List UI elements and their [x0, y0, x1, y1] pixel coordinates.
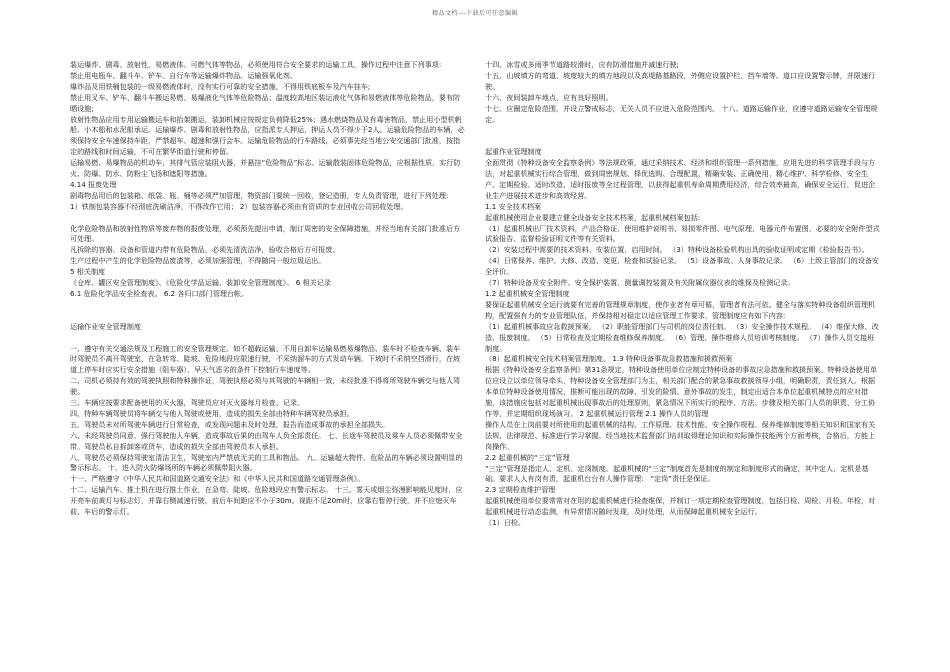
paragraph: 运输作业安全管理制度: [70, 321, 141, 331]
paragraph: 4.14 报废处理: [70, 179, 117, 189]
paragraph: 五、驾驶员未对所驾驶车辆进行日常检查，或发现问题未及时处理，报告而造成事故的承担全部损失。: [70, 419, 390, 429]
paragraph: 生产过程中产生的化学危险物品废渣等，必须加强管理，不得随同一般垃圾运出。: [70, 256, 326, 266]
paragraph: 十二、运输汽车、推土机在进行推土作业，在急弯、陡坡、危险地段应有警示标志。 十三、雾天或烟尘弥漫影响能见度时，应开亮车前黄灯与标志灯，并靠右侧减速行驶，前后车间距应不小于30m。视距不足20m时，应靠右暂停行驶，并不应熄灭车前、车后的警示灯。: [70, 485, 463, 517]
paragraph: 放射性物品应用专用运输搬运车和抬架搬运，装卸机械应按规定负荷降低25%；遇水燃烧物品及有毒害物品，禁止用小型机帆船、小木船和水泥船承运。运输爆炸、剧毒和放射性物品，应指派专人押运，押运人员不得少于2人。运输危险物品的车辆，必须保持安全车速保持车距，严禁超车、超速和强行会车。运输危险物品的行车路线，必须事先经当地公安交通部门批准，按指定的路线和时间运输，不可在繁华街道行驶和停留。: [70, 114, 465, 157]
paragraph: 十一、严格遵守《中华人民共和国道路交通安全法》和《中华人民共和国道路交通管理条例》。: [70, 474, 365, 484]
paragraph: （8）起重机械安全技术档案管理制度。 1.3 特种设备事故急救措施和援救预案: [485, 354, 733, 364]
paragraph: 爆炸品及用铁桶包装的一级易燃液体时，没有实行可靠的安全措施，不得用铁底板车及汽车挂车;: [70, 81, 371, 91]
page-header: 精品文档---下载后可任意编辑: [432, 10, 518, 17]
paragraph: 6.1 危险化学品安全检查表。 6.2 各归口部门管理台帐。: [70, 289, 249, 299]
paragraph: 要保证起重机械安全运行就要有完善的管理规章制度，使作业者有章可循，管理者有法可依。健全与落实特种设备组织管理机构，配置强有力的专业管理队伍，并保持相对稳定以适应管理工作要求，管理制度应有如下内容:: [485, 299, 876, 320]
paragraph: 十五、山坡填方的弯道、坡度较大的填方地段以及高堤路基路段，外侧应设置护栏、挡车墙等。道口应设置警示牌，并限速行驶。: [485, 70, 876, 91]
paragraph: 2.2 起重机械的“三定”管理: [485, 452, 570, 462]
paragraph: 全面贯彻《特种设备安全监察条例》等法规政策，通过采纳技术、经济和组织管理一系列措施，应用先进的科学管理手段与方法，对起重机械实行综合管理，做到周密规划、择优选购、合理配置、精确安装、正确使用、精心维护、科学检修、安全生产、定期检验、适时改造、适时报废等全过程管理，以获得起重机寿命周期费用经济，综合效率最高，确保安全运行，促进企业生产进展技术进步和高效经营。: [485, 158, 876, 200]
paragraph: 5 相关制度: [70, 267, 106, 277]
paragraph: 六、未经驾驶员同意，强行驾驶他人车辆，造成事故后果的由驾车人负全部责任。 七、长途车驾驶员及乘车人员必须佩带安全带。驾驶员私自拆卸客或货车，造成的损失全部由驾驶员本人承担。: [70, 430, 463, 451]
paragraph: 八、驾驶员必须保持驾驶室清洁卫生，驾驶室内严禁放无关的工具和物品。 九、运输超大物件、危险品的车辆必须设置明显的警示标志。 十、进入防火防爆场所的车辆必须佩带阻火器。: [70, 452, 463, 473]
paragraph: （1）起重机械出厂技术资料，产品合格证、使用维护说明书、易损零件图、电气原理、电器元件布置图、必要的安全附件型式试验报告、监督检验证明文件等有关资料。: [485, 223, 880, 244]
paragraph: “三定”管理是指定人、定机、定岗制度。起重机械的“三定”制度首先是制度的制定和制度形式的确定，其中定人、定机是基础。要求人人有岗有责，起重机台台有人操作管理： “定岗”责任是保证。: [485, 463, 869, 484]
paragraph: 剧毒物品用后的包装箱、纸袋、瓶、桶等必须严加管理，物资部门要统一回收，登记造册，专人负责管理，进行下列处理:: [70, 190, 449, 200]
paragraph: （2）安装过程中需要的技术资料，安装位置，启用时间。 （3）特种设备检验机构出具的验收证明或定期《检验报告书》。 （4）日常保养、维护、大修、改造、变更、检查和试验记录。 （5）设备事故、人身事故记录。 （6）上级主管部门的设备安全评价。: [485, 245, 880, 277]
paragraph: 十四、冰雪或多雨季节道路较滑时，应有防滑措施并减速行驶;: [485, 60, 679, 69]
paragraph: 运输易燃、易爆物品的机动车，其排气管应装阻火器，并悬挂“危险物品”标志。运输散装固体危险物品，应根据性质，实行防火、防爆、防水、防粉尘飞扬和遮阳等措施。: [70, 158, 461, 179]
paragraph: 化学危险物品和放射性物质等废弃物的报废处理，必须预先提出申请，制订周密的安全保障措施，并经当地有关部门批准后方可处理。: [70, 223, 461, 244]
paragraph: 1）铁制包装容器不经彻底洗刷洁净，不得改作它用； 2）包装容器必须由有资质的专业回收公司回收处理。: [70, 201, 408, 211]
paragraph: 三、车辆应按要求配备使用的灭火器，驾驶员应对灭火器每月检查、记录。: [70, 398, 305, 408]
paragraph: 1.1 安全技术档案: [485, 201, 542, 211]
paragraph: 装运爆炸、剧毒、放射性、易燃液体、可燃气体等物品，必须使用符合安全要求的运输工具，操作过程中注意下列事项:: [70, 60, 442, 69]
paragraph: 2.3 定期检查维护管理: [485, 485, 556, 495]
paragraph: 起重作业管理制度: [485, 147, 542, 157]
paragraph: （1）日检。: [485, 518, 525, 528]
paragraph: 禁止用叉车、铲车、翻斗车搬运易燃、易爆液化气体等危险物品；温度较高地区装运液化气体和易燃液体等危险物品，要有防晒设施;: [70, 92, 461, 113]
paragraph: 二、司机必须持有效的驾驶执照和特种操作证，驾驶执照必须与其驾驶的车辆相一致，未经批准不得将所驾驶车辆交与他人驾驶。: [70, 376, 461, 397]
paragraph: 《仓库、罐区安全管理制度》、《危险化学品运输、装卸安全管理制度》。 6 相关记录: [70, 278, 331, 288]
paragraph: 操作人员在上岗前要对所使用的起重机械的结构、工作原理、技术性能、安全操作规程、保养维修制度等相关知识和国家有关法规、法律规范、标准进行学习掌握。经当地技术监督部门培训取得理论知识和实际操作技能两个方面考核，合格后，方能上岗操作。: [485, 419, 876, 451]
paragraph: 根据《特种设备安全监察条例》第31条规定，特种设备使用单位应制定特种设备的事故应急措施和救援预案。特种设备使用单位应设立以单位领导牵头，特种设备安全管理部门为主，相关部门配合的紧急事故救援领导小组，明确职责，责任到人。根据本单位特种设备使用情况，推断可能出现的故障、引发的险情、意外事故的发生，制定出适合本单位起重机械特点的应对措施，该措施应包括对起重机械出现事故后的处理原则，紧急情况下所实行的程序、方法、步骤及相关部门人员的职责、分工协作等，并定期组织现场演习。 2 起重机械运行管理 2.1 操作人员的管理: [485, 365, 878, 418]
paragraph: 四、特种车辆驾驶员将车辆交与他人驾驶或使用，造成的损失全部由特种车辆驾驶员承担。: [70, 408, 354, 418]
paragraph: 十六、夜间装卸车地点，应有良好照明。: [485, 92, 613, 102]
left-column: [70, 60, 466, 518]
paragraph: 禁止用电瓶车、翻斗车、铲车、自行车等运输爆炸物品。运输强氧化剂、: [70, 70, 297, 80]
right-column: [485, 60, 880, 529]
paragraph: （1）起重机械事故应急救援预案。 （2）职能管理部门与司机的岗位责任制。 （3）安全操作技术规程。 （4）维保大修、改造、报废制度。 （5）日常检查及定期检查维修保养制度。 （6）管理、操作维修人员培训考核制度。 （7）操作人员交接班制度。: [485, 321, 879, 353]
paragraph: 一、遵守有关交通法规及工程施工的安全管理规定。如不超载运输、不用自卸车运输易燃易爆物品、装车时不检查车辆、装车时驾驶员不离开驾驶室，在急转弯、陡坡、危险地段应限速行驶，不采纳溜车的方式发动车辆，下坡时不采纳空挡滑行，在坡道上停车时应实行安全措施（阻车器），早天气恶劣的条件下控制行车速度等。: [70, 343, 461, 375]
paragraph: 十七、应圈定危险范围，并设立警戒标志，无关人员不应进入危险范围内。 十八、道路运输作业，应遵守道路运输安全管理规定。: [485, 103, 878, 124]
paragraph: 起重机械使用单位要常常对在用的起重机械进行检查维保，并制订一项定期检查管理制度，包括日检、周检、月检、年检，对起重机械进行动态监测，有异常情况随时发现，及时处理，从而保障起重机械安全运行。: [485, 496, 876, 517]
paragraph: （7）特种设备及安全附件、安全保护装置、测量调控装置及有关附属仪器仪表的维保及检测记录。: [485, 278, 795, 288]
paragraph: 凡拆除的容器、设备和管道内带有危险物品，必须先清洗洁净，验收合格后方可报废。: [70, 245, 340, 255]
paragraph: 1.2 起重机械安全管理制度: [485, 289, 570, 299]
paragraph: 起重机械使用企业要建立健全设备安全技术档案，起重机械档案包括:: [485, 212, 701, 222]
